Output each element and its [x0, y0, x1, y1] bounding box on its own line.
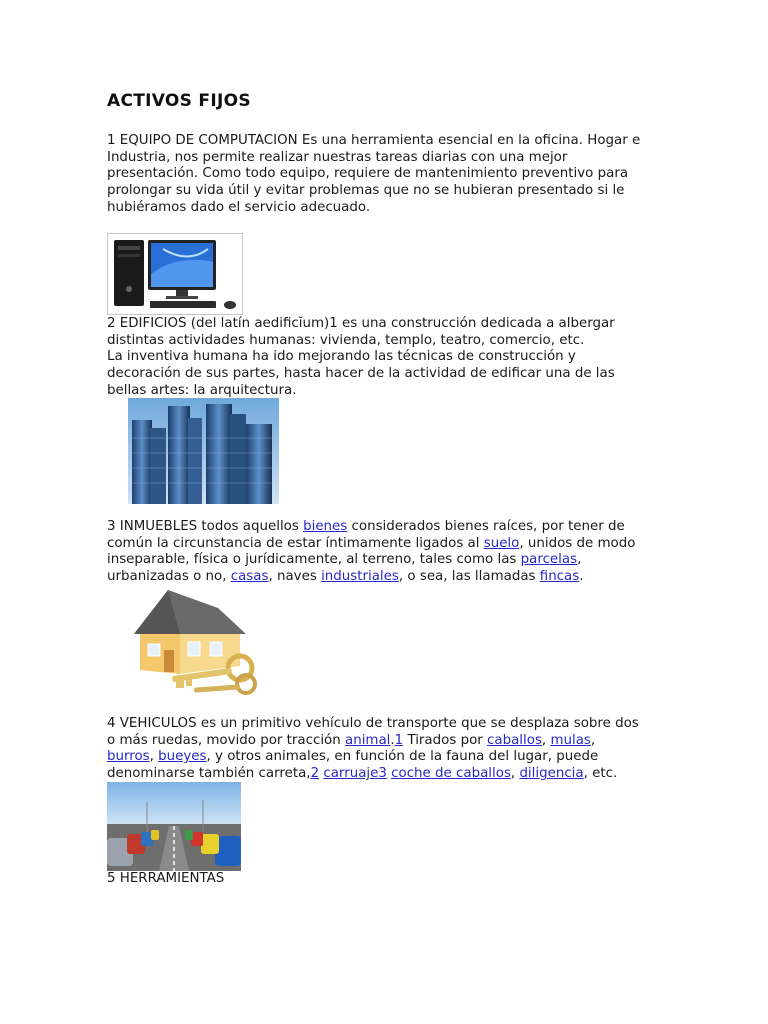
text-run: bellas artes: la arquitectura. — [107, 382, 297, 398]
text-line — [107, 552, 667, 569]
text-run: Industria, nos permite realizar nuestras tareas diarias con una mejor — [107, 149, 568, 165]
inline-link[interactable]: 1 — [394, 732, 404, 748]
text-run: 5 HERRAMIENTAS — [107, 871, 225, 886]
text-line — [107, 766, 667, 783]
inline-link[interactable]: mulas — [550, 732, 591, 748]
text-line — [107, 133, 667, 150]
text-run: distintas actividades humanas: vivienda, templo, teatro, comercio, etc. — [107, 332, 585, 348]
text-line — [107, 733, 667, 750]
text-run: 3 INMUEBLES todos aquellos — [107, 519, 304, 534]
text-run: inseparable, física o jurídicamente, al terreno, tales como las — [107, 552, 521, 568]
text-run: 2 EDIFICIOS (del latín aedificĭum)1 es una construcción dedicada a albergar — [107, 316, 615, 331]
text-line — [107, 536, 667, 553]
section-edificios — [107, 316, 667, 400]
text-line — [107, 349, 667, 366]
inline-link[interactable]: casas — [230, 569, 269, 585]
text-run: , — [590, 732, 596, 748]
text-line — [107, 166, 667, 183]
text-line — [107, 366, 667, 383]
text-run: , — [541, 732, 551, 748]
inline-link[interactable]: burros — [107, 749, 150, 765]
text-line — [107, 316, 667, 333]
text-line — [107, 569, 667, 586]
text-line — [107, 383, 667, 400]
text-line — [107, 716, 667, 733]
inline-link[interactable]: coche de caballos — [391, 766, 511, 782]
text-line — [107, 183, 667, 200]
inline-link[interactable]: 2 — [310, 766, 320, 782]
text-run: 1 EQUIPO DE COMPUTACION Es una herramienta esencial en la oficina. Hogar e — [107, 133, 641, 148]
text-line — [107, 200, 667, 217]
text-run: hubiéramos dado el servicio adecuado. — [107, 199, 371, 215]
inline-link[interactable]: caballos — [487, 732, 542, 748]
text-run: 4 VEHICULOS es un primitivo vehículo de transporte que se desplaza sobre dos — [107, 716, 639, 731]
inline-link[interactable]: suelo — [483, 535, 520, 551]
page-title: ACTIVOS FIJOS — [107, 91, 251, 111]
inline-link[interactable]: animal — [345, 732, 391, 748]
inline-link[interactable]: carruaje3 — [323, 766, 387, 782]
computer-image — [107, 233, 243, 315]
text-run: , etc. — [583, 766, 618, 782]
section-computacion — [107, 133, 667, 217]
text-run: considerados bienes raíces, por tener de — [347, 519, 625, 534]
inline-link[interactable]: bienes — [303, 519, 348, 534]
inline-link[interactable]: bueyes — [158, 749, 207, 765]
text-line — [107, 871, 667, 888]
house-keys-image — [128, 586, 264, 702]
text-run: o más ruedas, movido por tracción — [107, 732, 345, 748]
text-run: , — [510, 766, 520, 782]
text-run: común la circunstancia de estar íntimamente ligados al — [107, 535, 484, 551]
section-herramientas — [107, 871, 667, 888]
inline-link[interactable]: diligencia — [519, 766, 584, 782]
inline-link[interactable]: fincas — [539, 569, 580, 585]
text-run: prolongar su vida útil y evitar problemas que no se hubieran presentado si le — [107, 183, 625, 199]
text-run: urbanizadas o no, — [107, 569, 231, 585]
section-inmuebles — [107, 519, 667, 586]
text-run: , — [149, 749, 159, 765]
text-run: . — [579, 569, 584, 585]
text-line — [107, 333, 667, 350]
text-run: , y otros animales, en función de la fauna del lugar, puede — [206, 749, 599, 765]
cars-image — [107, 782, 241, 871]
text-run: presentación. Como todo equipo, requiere de mantenimiento preventivo para — [107, 166, 629, 182]
text-run: , o sea, las llamadas — [398, 569, 540, 585]
inline-link[interactable]: parcelas — [520, 552, 578, 568]
section-vehiculos — [107, 716, 667, 783]
text-line — [107, 519, 667, 536]
text-run: denominarse también carreta, — [107, 766, 311, 782]
text-run: , naves — [268, 569, 322, 585]
buildings-image — [128, 398, 279, 504]
text-line — [107, 749, 667, 766]
text-run: decoración de sus partes, hasta hacer de la actividad de edificar una de las — [107, 366, 615, 382]
text-run: La inventiva humana ha ido mejorando las técnicas de construcción y — [107, 349, 576, 365]
text-line — [107, 150, 667, 167]
inline-link[interactable]: industriales — [321, 569, 399, 585]
text-run: , — [577, 552, 582, 568]
text-run: Tirados por — [403, 732, 488, 748]
text-run: , unidos de modo — [519, 535, 636, 551]
text-run: . — [390, 732, 395, 748]
